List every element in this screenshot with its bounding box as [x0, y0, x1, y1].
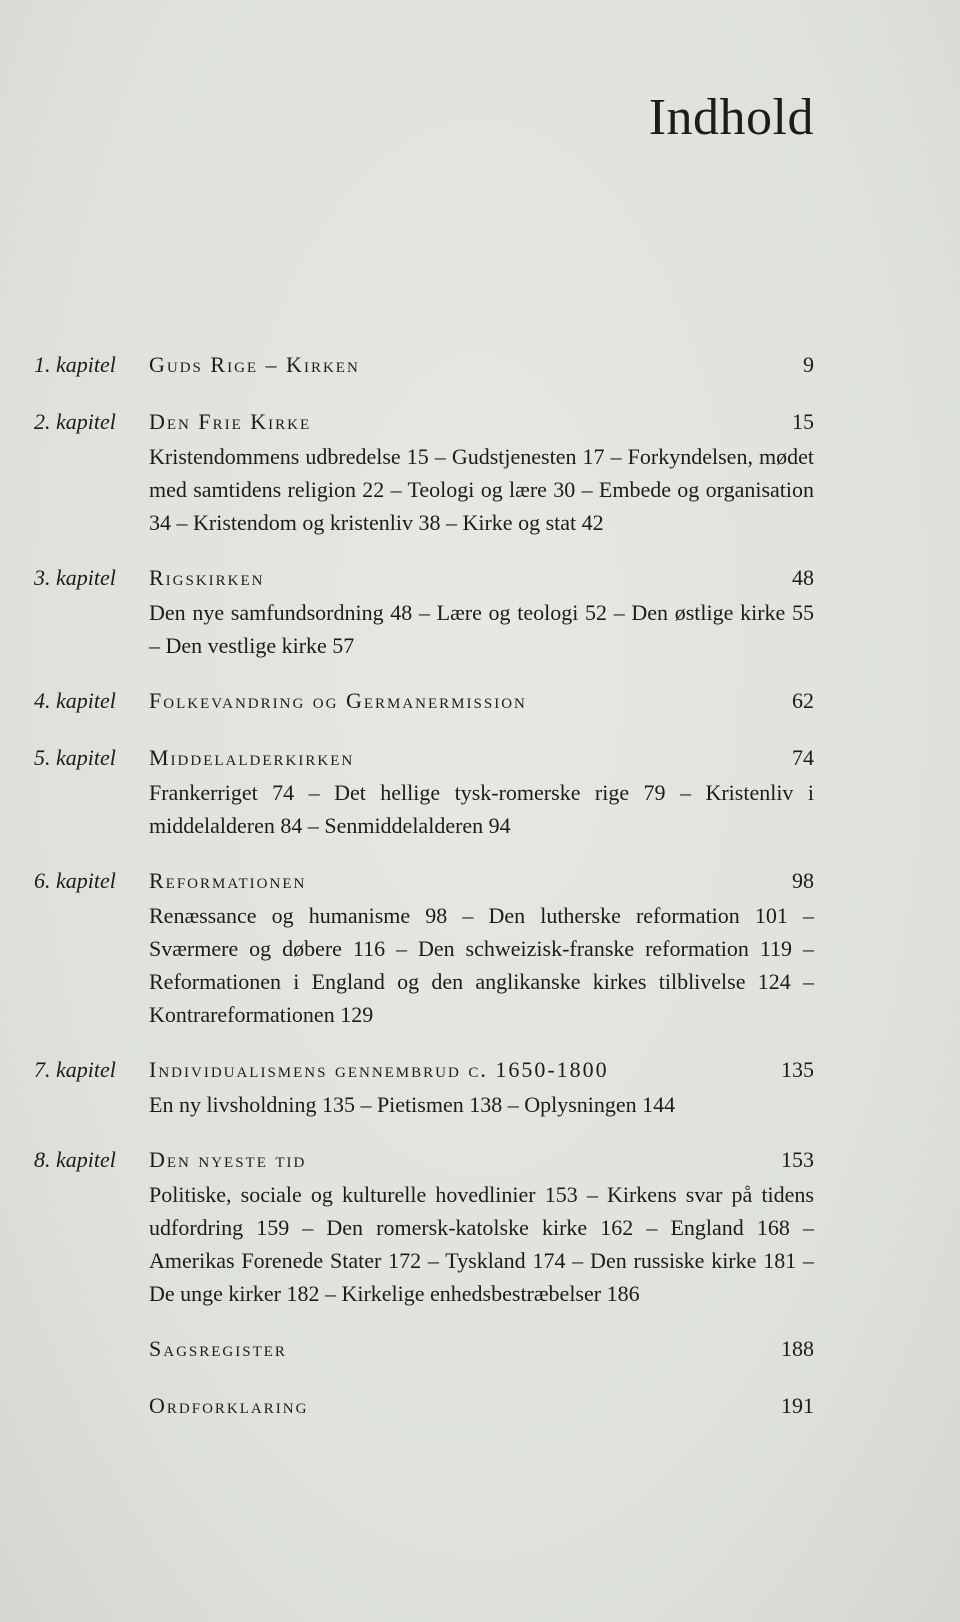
glossary-title: Ordforklaring	[149, 1393, 309, 1418]
chapter-sections: Kristendommens udbredelse 15 – Gudstjenesten 17 – Forkyndelsen, mødet med samtidens religion 22 – Teologi og lære 30 – Embede og organisation 34 – Kristendom og kristenliv 38 – Kirke og stat 42	[149, 444, 814, 535]
chapter-title: Folkevandring og Germanermission	[149, 688, 527, 713]
chapter-sections: Renæssance og humanisme 98 – Den lutherske reformation 101 – Sværmere og døbere 116 – Den schweizisk-franske reformation 119 – Reformationen i England og den anglikanske kirkes tilblivelse 124 – Kontrareformationen 129	[149, 903, 814, 1027]
toc-entry-3	[34, 560, 814, 662]
toc-entry-7	[34, 1052, 814, 1121]
chapter-title: Individualismens gennembrud c. 1650-1800	[149, 1057, 609, 1082]
table-of-contents	[34, 347, 814, 1445]
page-number: 135	[781, 1057, 814, 1082]
chapter-sections: Frankerriget 74 – Det hellige tysk-romerske rige 79 – Kristenliv i middelalderen 84 – Senmiddelalderen 94	[149, 780, 814, 838]
chapter-sections: En ny livsholdning 135 – Pietismen 138 – Oplysningen 144	[149, 1092, 676, 1117]
page-title: Indhold	[648, 89, 814, 146]
toc-entry-8	[34, 1142, 814, 1310]
chapter-label: 3. kapitel	[34, 565, 116, 590]
page-number: 191	[781, 1393, 814, 1418]
chapter-label: 8. kapitel	[34, 1147, 116, 1172]
chapter-label: 4. kapitel	[34, 688, 116, 713]
chapter-title: Rigskirken	[149, 565, 265, 590]
page-number: 98	[792, 868, 814, 893]
toc-entry-2	[34, 404, 814, 539]
page-number: 62	[792, 688, 814, 713]
page-number: 153	[781, 1147, 814, 1172]
page-number: 74	[792, 745, 814, 770]
chapter-sections: Politiske, sociale og kulturelle hovedlinier 153 – Kirkens svar på tidens udfordring 159 – Den romersk-katolske kirke 162 – England 168 – Amerikas Forenede Stater 172 – Tyskland 174 – Den russiske kirke 181 – De unge kirker 182 – Kirkelige enhedsbestræbelser 186	[149, 1182, 814, 1306]
chapter-label: 7. kapitel	[34, 1057, 116, 1082]
page-number: 188	[781, 1336, 814, 1361]
chapter-title: Den Frie Kirke	[149, 409, 312, 434]
chapter-title: Den nyeste tid	[149, 1147, 307, 1172]
chapter-title: Guds Rige – Kirken	[149, 352, 360, 377]
toc-entry-6	[34, 863, 814, 1031]
toc-entry-index	[34, 1331, 814, 1367]
toc-entry-5	[34, 740, 814, 842]
chapter-label: 1. kapitel	[34, 352, 116, 377]
chapter-title: Reformationen	[149, 868, 307, 893]
chapter-label: 6. kapitel	[34, 868, 116, 893]
chapter-label: 2. kapitel	[34, 409, 116, 434]
toc-entry-1	[34, 347, 814, 383]
chapter-title: Middelalderkirken	[149, 745, 355, 770]
page-number: 48	[792, 565, 814, 590]
chapter-sections: Den nye samfundsordning 48 – Lære og teologi 52 – Den østlige kirke 55 – Den vestlige kirke 57	[149, 600, 814, 658]
page-number: 15	[792, 409, 814, 434]
page-number: 9	[803, 352, 814, 377]
toc-entry-4	[34, 683, 814, 719]
toc-entry-glossary	[34, 1388, 814, 1424]
index-title: Sagsregister	[149, 1336, 287, 1361]
chapter-label: 5. kapitel	[34, 745, 116, 770]
